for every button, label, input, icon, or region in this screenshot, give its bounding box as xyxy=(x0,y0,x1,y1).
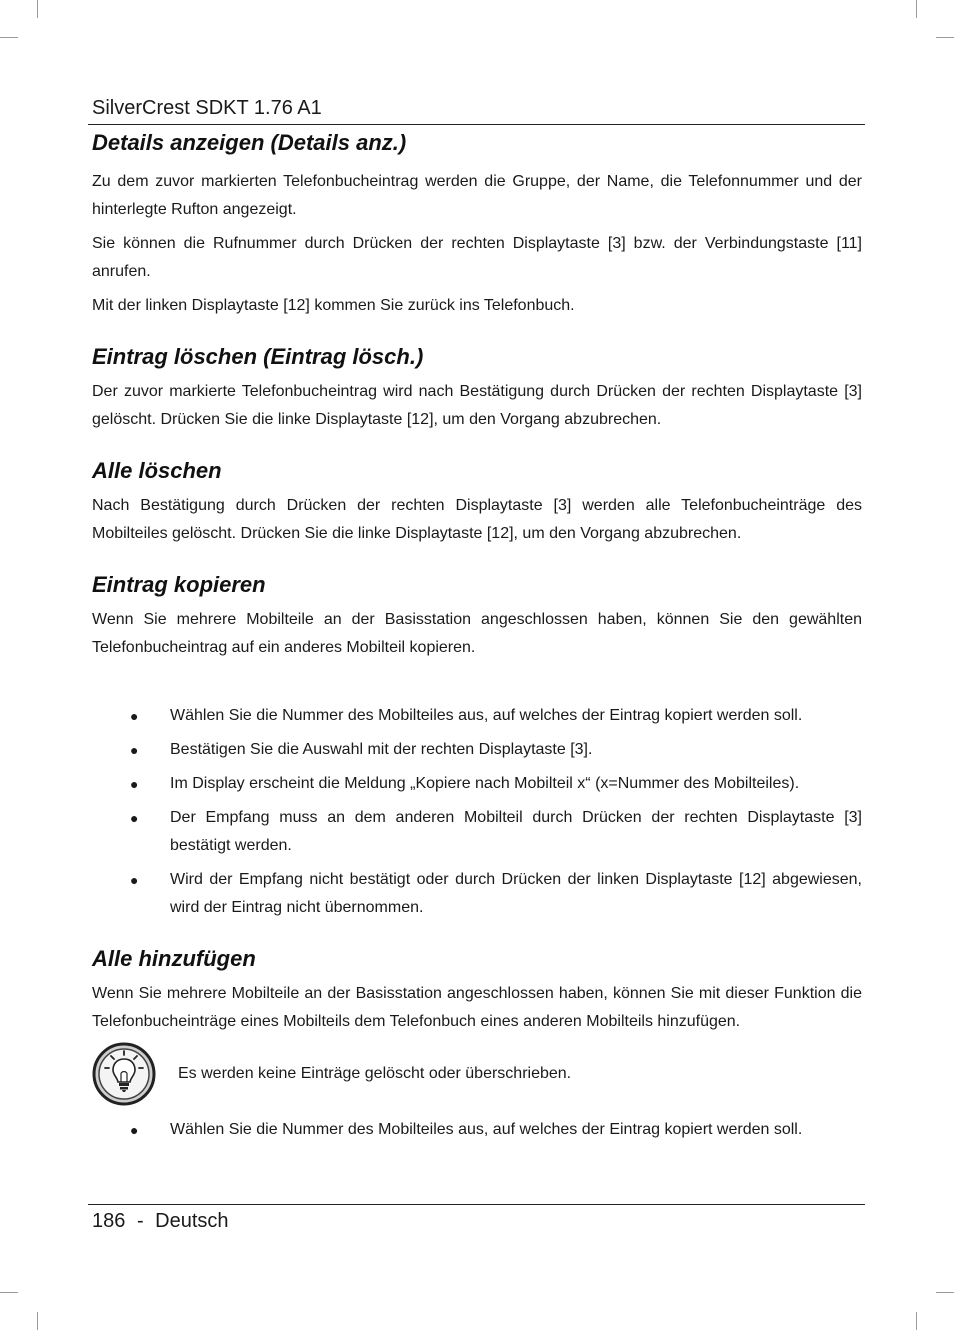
page-number: 186 xyxy=(92,1210,126,1232)
footer-language: Deutsch xyxy=(155,1210,229,1232)
section-heading: Eintrag kopieren xyxy=(92,572,266,597)
bullet-icon: ● xyxy=(130,872,139,888)
crop-mark xyxy=(936,37,954,38)
list-item xyxy=(92,866,862,922)
crop-mark xyxy=(916,1312,917,1330)
list-item xyxy=(92,1116,862,1144)
bullet-icon: ● xyxy=(130,742,139,758)
bullet-icon: ● xyxy=(130,708,139,724)
page-content xyxy=(92,128,862,1150)
page-footer xyxy=(92,1210,229,1233)
paragraph: Wenn Sie mehrere Mobilteile an der Basisstation angeschlossen haben, können Sie den gewählten Telefonbucheintrag auf ein anderes Mobilteil kopieren. xyxy=(92,611,862,656)
section-heading: Alle hinzufügen xyxy=(92,946,256,971)
list-item-text: Im Display erscheint die Meldung „Kopiere nach Mobilteil x“ (x=Nummer des Mobilteiles). xyxy=(170,775,800,792)
list-item-text: Wird der Empfang nicht bestätigt oder durch Drücken der linken Displaytaste [12] abgewiesen, wird der Eintrag nicht übernommen. xyxy=(170,871,862,916)
paragraph: Zu dem zuvor markierten Telefonbucheintrag werden die Gruppe, der Name, die Telefonnummer und der hinterlegte Rufton angezeigt. xyxy=(92,173,862,218)
lightbulb-icon xyxy=(92,1042,156,1106)
section-alle-hinzufuegen xyxy=(92,944,862,1144)
bullet-list xyxy=(92,702,862,922)
crop-mark xyxy=(37,0,38,18)
list-item-text: Wählen Sie die Nummer des Mobilteiles aus, auf welches der Eintrag kopiert werden soll. xyxy=(170,707,803,724)
list-item-text: Bestätigen Sie die Auswahl mit der rechten Displaytaste [3]. xyxy=(170,741,593,758)
note-box xyxy=(92,1042,862,1106)
bullet-list xyxy=(92,1116,862,1144)
footer-rule xyxy=(88,1204,865,1205)
bullet-icon: ● xyxy=(130,1122,139,1138)
paragraph: Nach Bestätigung durch Drücken der rechten Displaytaste [3] werden alle Telefonbucheinträge des Mobilteiles gelöscht. Drücken Sie die linke Displaytaste [12], um den Vorgang abzubrechen. xyxy=(92,497,862,542)
crop-mark xyxy=(37,1312,38,1330)
section-details-anzeigen xyxy=(92,128,862,320)
paragraph: Wenn Sie mehrere Mobilteile an der Basisstation angeschlossen haben, können Sie mit dieser Funktion die Telefonbucheinträge eines Mobilteils dem Telefonbuch eines anderen Mobilteils hinzufügen. xyxy=(92,985,862,1030)
crop-mark xyxy=(0,1292,18,1293)
section-alle-loeschen xyxy=(92,456,862,548)
list-item xyxy=(92,770,862,798)
page-header: SilverCrest SDKT 1.76 A1 xyxy=(92,97,322,119)
header-rule xyxy=(88,124,865,125)
bullet-icon: ● xyxy=(130,810,139,826)
section-heading: Alle löschen xyxy=(92,458,222,483)
list-item-text: Wählen Sie die Nummer des Mobilteiles aus, auf welches der Eintrag kopiert werden soll. xyxy=(170,1121,803,1138)
list-item xyxy=(92,736,862,764)
list-item xyxy=(92,702,862,730)
paragraph: Der zuvor markierte Telefonbucheintrag wird nach Bestätigung durch Drücken der rechten Displaytaste [3] gelöscht. Drücken Sie die linke Displaytaste [12], um den Vorgang abzubrechen. xyxy=(92,383,862,428)
section-heading: Eintrag löschen (Eintrag lösch.) xyxy=(92,344,424,369)
bullet-icon: ● xyxy=(130,776,139,792)
list-item xyxy=(92,804,862,860)
crop-mark xyxy=(936,1292,954,1293)
crop-mark xyxy=(0,37,18,38)
note-text: Es werden keine Einträge gelöscht oder überschrieben. xyxy=(178,1065,572,1082)
section-heading: Details anzeigen (Details anz.) xyxy=(92,130,407,155)
list-item-text: Der Empfang muss an dem anderen Mobilteil durch Drücken der rechten Displaytaste [3] bestätigt werden. xyxy=(170,809,862,854)
footer-separator: - xyxy=(136,1210,144,1232)
paragraph: Mit der linken Displaytaste [12] kommen Sie zurück ins Telefonbuch. xyxy=(92,297,575,314)
crop-mark xyxy=(916,0,917,18)
section-eintrag-loeschen xyxy=(92,342,862,434)
section-eintrag-kopieren xyxy=(92,570,862,922)
paragraph: Sie können die Rufnummer durch Drücken der rechten Displaytaste [3] bzw. der Verbindungstaste [11] anrufen. xyxy=(92,235,862,280)
